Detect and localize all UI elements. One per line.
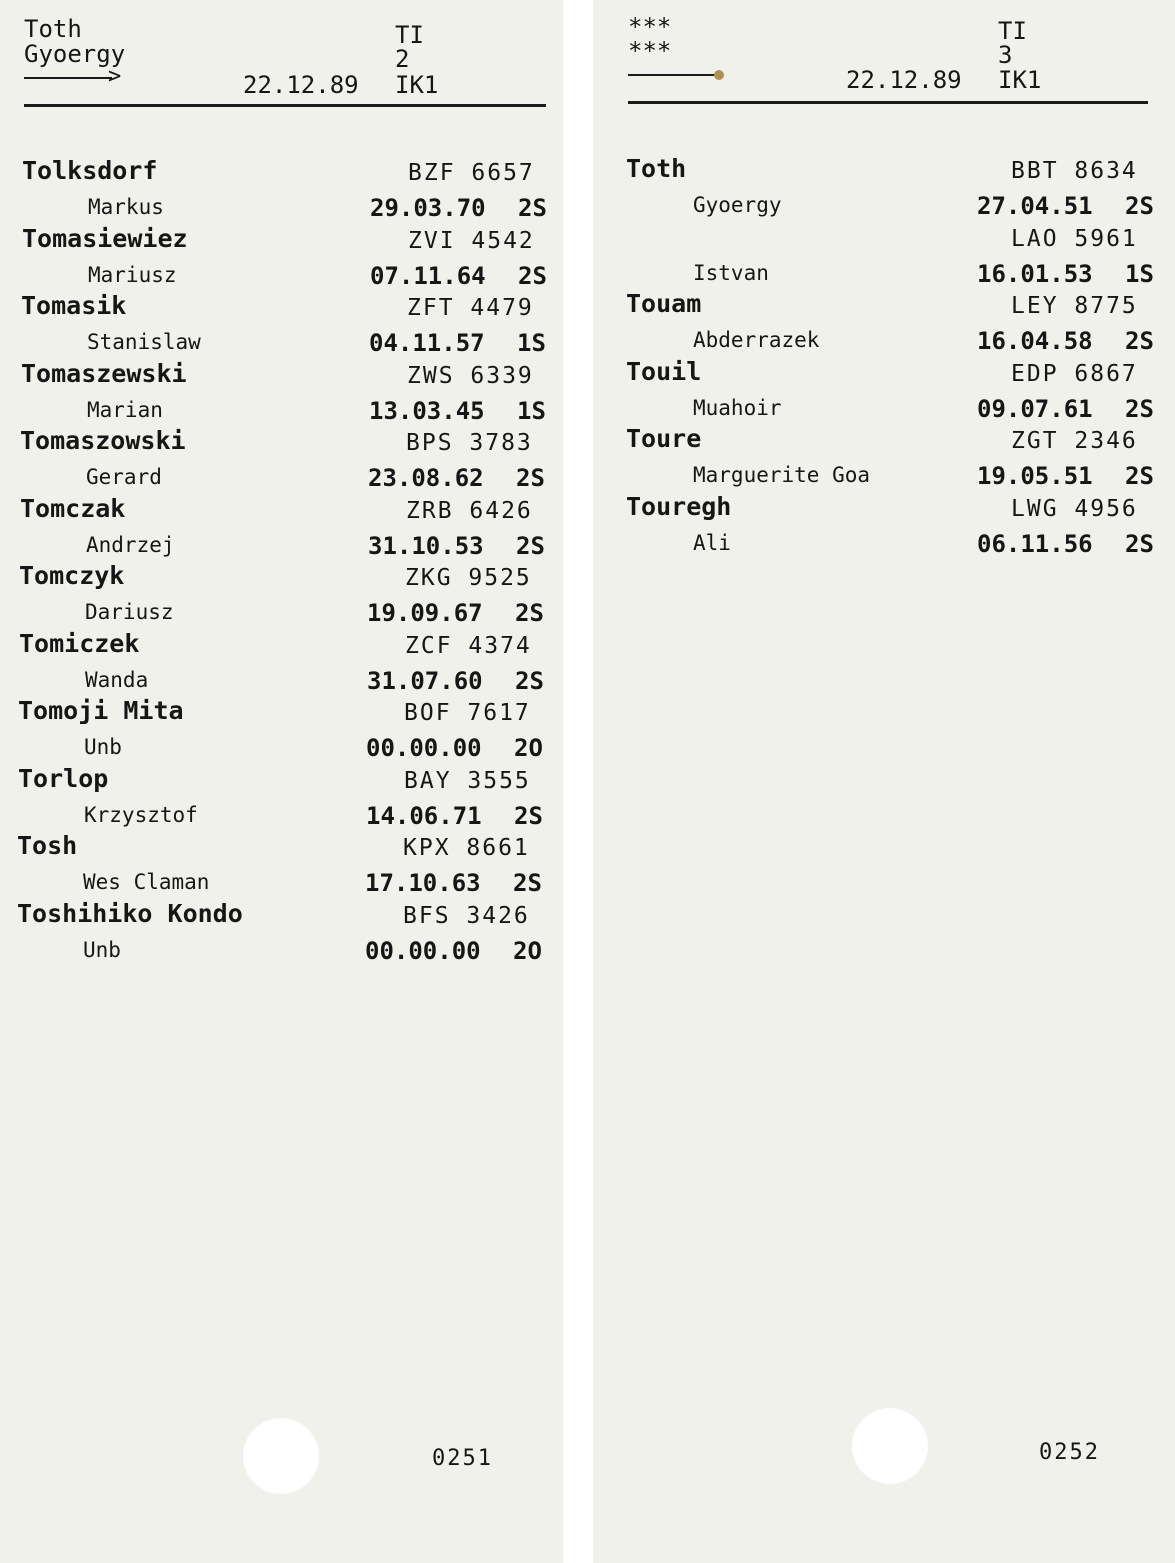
entry-surname: Toure <box>626 424 702 453</box>
entry-row <box>593 356 1154 423</box>
entry-code: ZGT 2346 <box>1011 428 1138 454</box>
entry-birth-date: 07.11.64 <box>370 261 486 290</box>
entry-code: BPS 3783 <box>406 430 533 456</box>
card-0251 <box>0 0 563 1563</box>
header-code: TI <box>395 21 424 49</box>
punch-hole <box>851 1407 929 1485</box>
punch-hole <box>242 1417 320 1495</box>
header-name-line2: Gyoergy <box>24 40 126 68</box>
entry-code: BBT 8634 <box>1011 158 1138 184</box>
entry-birth-date: 31.10.53 <box>368 531 484 560</box>
entry-birth-date: 27.04.51 <box>977 192 1093 220</box>
entry-surname: Tosh <box>17 831 78 860</box>
entry-birth-date: 16.04.58 <box>977 327 1093 355</box>
entry-given-name: Gerard <box>86 465 162 489</box>
header-rule <box>24 104 546 107</box>
entry-class: 2S <box>516 464 545 492</box>
entry-surname: Toth <box>626 154 687 183</box>
entry-row <box>593 491 1154 558</box>
entry-surname: Torlop <box>18 763 109 793</box>
entry-class: 2S <box>515 666 544 695</box>
entry-row <box>0 493 560 560</box>
entry-birth-date: 29.03.70 <box>370 194 486 222</box>
entry-class: 2S <box>515 599 544 627</box>
arrow-icon: > <box>24 70 126 86</box>
entry-row <box>0 628 560 695</box>
header-date: 22.12.89 <box>243 71 359 99</box>
entry-birth-date: 19.09.67 <box>367 599 483 627</box>
entry-surname: Toshihiko Kondo <box>17 898 243 928</box>
entry-class: 1S <box>517 329 546 357</box>
entry-class: 2S <box>518 194 547 222</box>
entry-row <box>0 291 560 357</box>
entry-given-name: Marian <box>87 397 163 422</box>
entry-code: LWG 4956 <box>1011 495 1138 522</box>
header-code: TI <box>998 17 1027 45</box>
entry-code: LEY 8775 <box>1011 293 1138 319</box>
entry-given-name: Unb <box>84 735 122 759</box>
entry-class: 2O <box>513 936 542 965</box>
entry-birth-date: 04.11.57 <box>369 329 485 357</box>
entry-surname: Tomczyk <box>19 561 125 590</box>
entry-code: ZVI 4542 <box>408 227 535 254</box>
entry-class: 2S <box>516 531 545 560</box>
header-rule <box>628 101 1148 104</box>
entry-row <box>0 831 560 897</box>
entry-class: 2S <box>514 801 543 830</box>
header-name-line1: Toth <box>24 15 82 43</box>
header-number: 3 <box>998 41 1013 69</box>
entry-surname: Tolksdorf <box>22 156 158 185</box>
entry-code: BZF 6657 <box>408 160 535 186</box>
entry-given-name: Istvan <box>693 260 769 285</box>
entry-row <box>593 154 1154 220</box>
entry-birth-date: 19.05.51 <box>977 462 1093 490</box>
entry-birth-date: 00.00.00 <box>366 734 482 762</box>
entry-row <box>0 763 560 830</box>
entry-code: ZKG 9525 <box>405 565 532 591</box>
entry-surname: Tomiczek <box>19 628 140 658</box>
entry-birth-date: 14.06.71 <box>366 801 482 830</box>
entry-birth-date: 06.11.56 <box>977 529 1093 558</box>
entry-class: 2S <box>518 261 547 290</box>
serial-number: 0252 <box>1039 1440 1100 1465</box>
entry-code: KPX 8661 <box>403 835 530 861</box>
entry-given-name: Ali <box>693 530 731 555</box>
entry-code: ZCF 4374 <box>405 632 532 659</box>
entry-class: 2S <box>1125 529 1154 558</box>
serial-number: 0251 <box>432 1446 493 1471</box>
entry-code: BAY 3555 <box>404 767 531 794</box>
entry-birth-date: 00.00.00 <box>365 936 481 965</box>
entry-given-name: Abderrazek <box>693 328 820 352</box>
arrow-icon <box>628 67 730 83</box>
entry-code: ZWS 6339 <box>407 362 534 389</box>
entry-class: 1S <box>1125 259 1154 288</box>
entry-surname: Tomoji Mita <box>18 696 184 725</box>
entry-row <box>0 898 560 965</box>
entry-row <box>0 561 560 627</box>
header-number: 2 <box>395 45 410 73</box>
entry-given-name: Wanda <box>85 667 149 692</box>
entry-given-name: Mariusz <box>88 262 177 287</box>
entry-code: LAO 5961 <box>1011 225 1138 252</box>
entry-surname: Tomaszewski <box>21 358 187 388</box>
entry-given-name: Dariusz <box>85 600 174 624</box>
entry-given-name: Marguerite Goa <box>693 463 871 487</box>
entry-code: ZFT 4479 <box>407 295 534 321</box>
header-office: IK1 <box>395 71 439 99</box>
entry-class: 2S <box>1125 327 1154 355</box>
entry-row <box>0 696 560 762</box>
entry-birth-date: 23.08.62 <box>368 464 484 492</box>
entry-birth-date: 09.07.61 <box>977 394 1093 423</box>
entry-given-name: Muahoir <box>693 395 782 420</box>
entry-surname: Tomasiewiez <box>22 223 188 253</box>
entry-given-name: Gyoergy <box>693 193 782 217</box>
entry-code: ZRB 6426 <box>406 497 533 524</box>
entry-row <box>0 426 560 492</box>
entry-code: BFS 3426 <box>403 902 530 929</box>
entry-class: 2O <box>514 734 543 762</box>
entry-row <box>593 424 1154 490</box>
entry-given-name: Krzysztof <box>84 802 198 827</box>
entry-birth-date: 31.07.60 <box>367 666 483 695</box>
header-name-line1: *** <box>628 13 672 41</box>
entry-class: 2S <box>1125 192 1154 220</box>
entry-given-name: Stanislaw <box>87 330 201 354</box>
entry-given-name: Unb <box>83 937 121 962</box>
entry-birth-date: 13.03.45 <box>369 396 485 425</box>
entry-surname: Tomczak <box>20 493 126 523</box>
entry-surname: Tomasik <box>21 291 127 320</box>
header-name-line2: *** <box>628 37 672 65</box>
entry-class: 2S <box>513 869 542 897</box>
entry-class: 1S <box>517 396 546 425</box>
entry-row <box>0 223 560 290</box>
entry-birth-date: 16.01.53 <box>977 259 1093 288</box>
header-date: 22.12.89 <box>846 66 962 94</box>
entry-class: 2S <box>1125 462 1154 490</box>
entry-birth-date: 17.10.63 <box>365 869 481 897</box>
entry-row <box>593 289 1154 355</box>
card-0252 <box>593 0 1175 1563</box>
entry-code: BOF 7617 <box>404 700 531 726</box>
entry-given-name: Wes Claman <box>83 870 210 894</box>
entry-code: EDP 6867 <box>1011 360 1138 387</box>
entry-surname: Tomaszowski <box>20 426 186 455</box>
entry-surname: Touil <box>626 356 702 386</box>
entry-given-name: Andrzej <box>86 532 175 557</box>
entry-class: 2S <box>1125 394 1154 423</box>
entry-row <box>0 358 560 425</box>
entry-row <box>593 222 1154 288</box>
entry-given-name: Markus <box>88 195 164 219</box>
entry-surname: Touregh <box>626 491 732 521</box>
header-office: IK1 <box>998 66 1042 94</box>
entry-row <box>0 156 560 222</box>
entry-surname: Touam <box>626 289 702 318</box>
